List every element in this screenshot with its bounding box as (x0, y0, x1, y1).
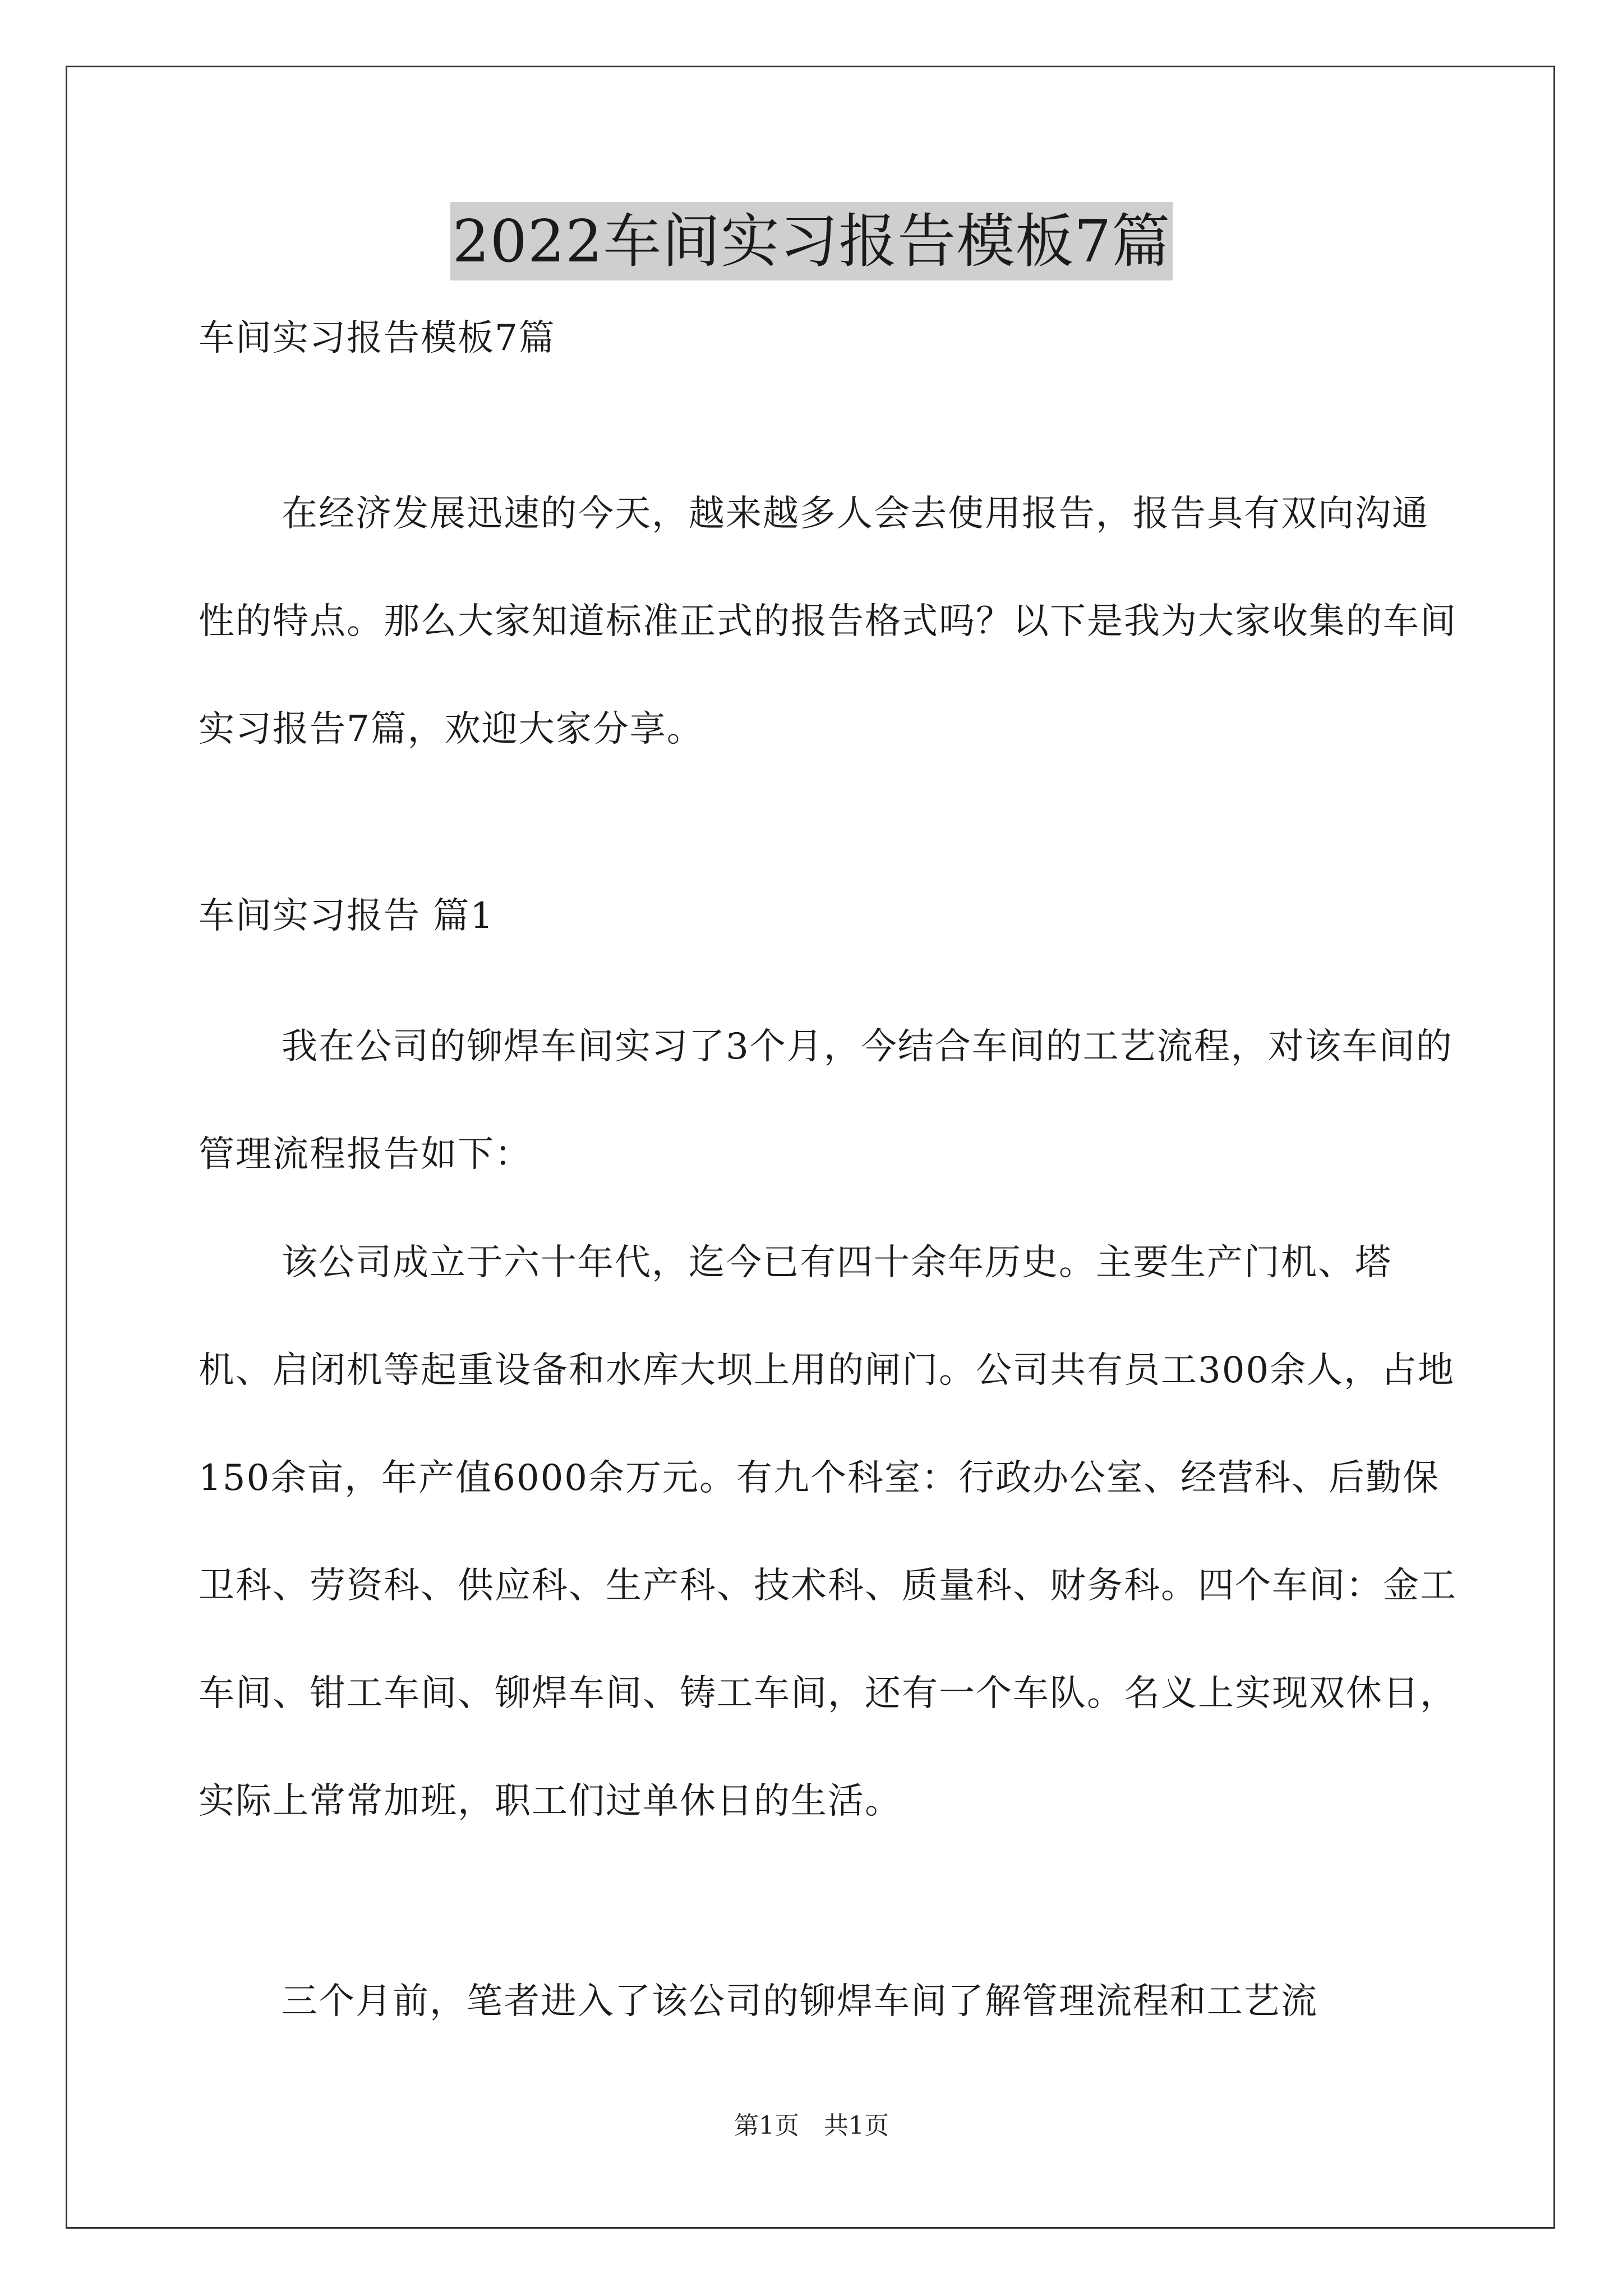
document-subtitle: 车间实习报告模板7篇 (199, 318, 556, 359)
title-container (0, 202, 1623, 280)
section-paragraph-3: 三个月前，笔者进入了该公司的铆焊车间了解管理流程和工艺流 (282, 1981, 1318, 2022)
section-heading: 车间实习报告 篇1 (199, 895, 495, 937)
section-paragraph-2: 该公司成立于六十年代，迄今已有四十余年历史。主要生产门机、塔机、启闭机等起重设备和水库大坝上用的闸门。公司共有员工300余人，占地150余亩，年产值6000余万元。有九个科室：行政办公室、经营科、后勤保卫科、劳资科、供应科、生产科、技术科、质量科、财务科。四个车间：金工车间、钳工车间、铆焊车间、铸工车间，还有一个车队。名义上实现双休日，实际上常常加班，职工们过单休日的生活。 (199, 1242, 1457, 1822)
document-title: 2022车间实习报告模板7篇 (450, 202, 1173, 280)
section-paragraph-1: 我在公司的铆焊车间实习了3个月，今结合车间的工艺流程，对该车间的管理流程报告如下： (199, 1026, 1453, 1175)
page-footer: 第1页 共1页 (734, 2111, 889, 2140)
intro-paragraph: 在经济发展迅速的今天，越来越多人会去使用报告，报告具有双向沟通性的特点。那么大家知道标准正式的报告格式吗？以下是我为大家收集的车间实习报告7篇，欢迎大家分享。 (199, 493, 1457, 750)
